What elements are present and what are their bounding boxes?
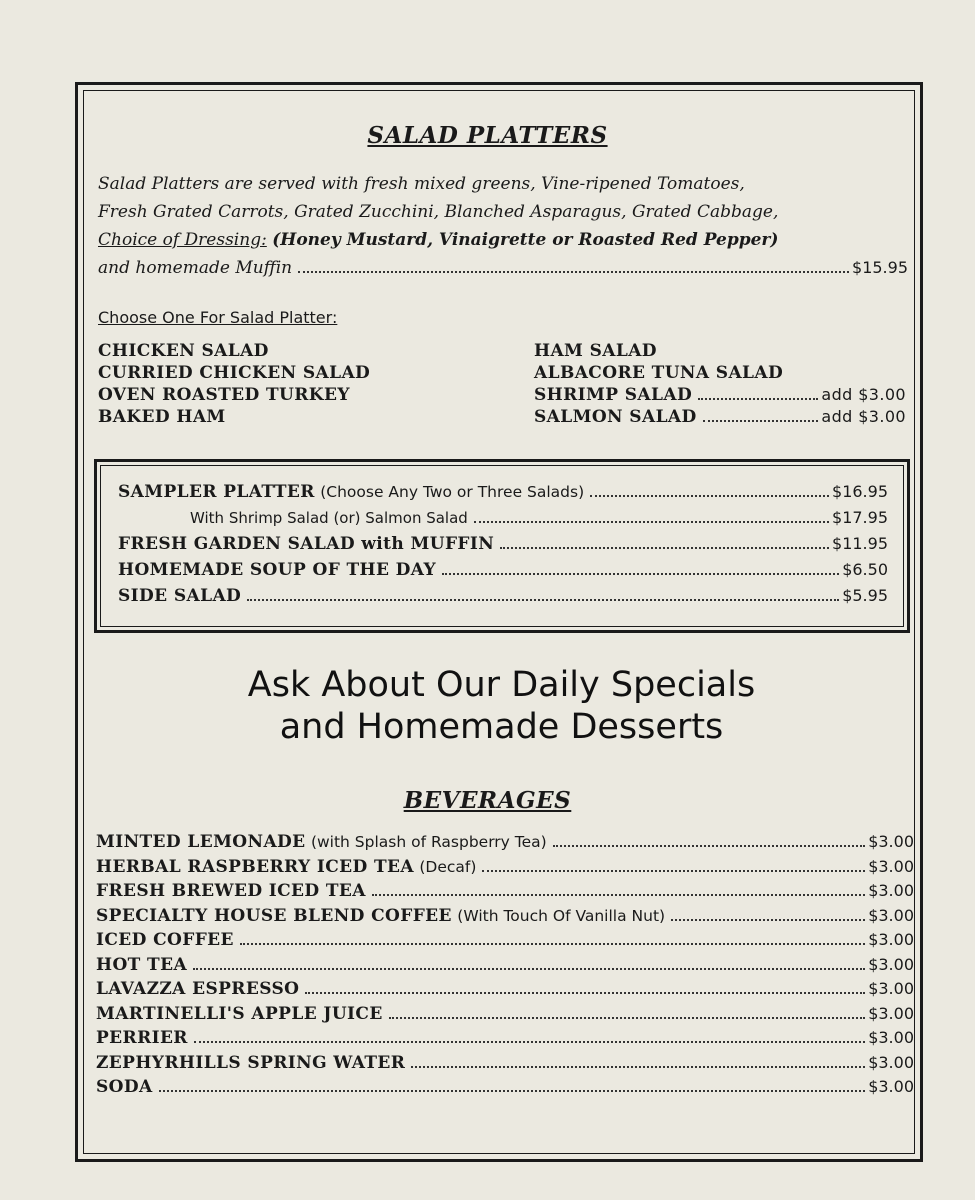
choose-one-label: Choose One For Salad Platter: [98,308,338,327]
leader-dots [442,573,839,575]
leader-dots [389,1017,865,1019]
intro-line: and homemade Muffin [98,258,293,278]
salad-option: SHRIMP SALAD [534,385,693,405]
beverage-row [96,1075,914,1100]
menu-item-row [118,531,888,557]
beverages-list [96,830,914,1100]
specials-line: Ask About Our Daily Specials [247,665,756,705]
leader-dots [553,845,865,847]
beverage-note: (with Splash of Raspberry Tea) [310,833,547,851]
menu-item-price: $16.95 [832,482,888,501]
beverage-name: ICED COFFEE [96,930,234,950]
boxed-items-list [118,479,888,609]
beverage-name: SODA [96,1077,153,1097]
menu-item-note: With Shrimp Salad (or) Salmon Salad [190,509,468,527]
beverage-row [96,1002,914,1027]
beverage-name: HERBAL RASPBERRY ICED TEA [96,856,414,877]
beverage-price: $3.00 [868,1077,914,1096]
menu-item-name: HOMEMADE SOUP OF THE DAY [118,560,437,580]
leader-dots [500,547,829,549]
beverage-note: (Decaf) [419,857,477,876]
beverage-name: SPECIALTY HOUSE BLEND COFFEE [96,905,452,926]
intro-line: Fresh Grated Carrots, Grated Zucchini, Blanched Asparagus, Grated Cabbage, [98,202,779,222]
beverage-price: $3.00 [868,930,914,949]
beverage-price: $3.00 [868,1003,914,1023]
beverage-row [96,953,914,978]
menu-item-row [118,505,888,531]
menu-item-row [118,583,888,609]
specials-line: and Homemade Desserts [279,707,724,747]
menu-item-price: $6.50 [842,560,888,579]
daily-specials-heading [0,664,975,748]
leader-dots [703,420,819,422]
beverage-note: (With Touch Of Vanilla Nut) [457,906,666,925]
salad-options-right [534,340,906,428]
menu-item-price: $17.95 [832,508,888,527]
intro-line: Salad Platters are served with fresh mixed greens, Vine-ripened Tomatoes, [98,174,745,194]
menu-item-name: FRESH GARDEN SALAD with MUFFIN [118,534,495,554]
menu-item-price: $11.95 [832,534,888,553]
menu-item-name: SAMPLER PLATTER [118,482,315,502]
salad-option: OVEN ROASTED TURKEY [98,385,350,405]
beverage-row [96,904,914,929]
leader-dots [247,599,839,601]
beverage-row [96,1026,914,1051]
beverage-price: $3.00 [868,1028,914,1047]
leader-dots [159,1090,866,1092]
beverage-price: $3.00 [868,1052,914,1072]
leader-dots [305,992,865,994]
salad-intro [98,170,908,282]
leader-dots [193,968,865,970]
menu-item-name: SIDE SALAD [118,586,242,606]
beverage-row [96,977,914,1002]
leader-dots [194,1041,865,1043]
salad-option: BAKED HAM [98,407,226,427]
beverage-row [96,928,914,953]
dressing-options: (Honey Mustard, Vinaigrette or Roasted Red Pepper) [272,230,779,250]
beverage-price: $3.00 [868,905,914,925]
salad-option-addon: add $3.00 [821,407,906,426]
beverage-name: PERRIER [96,1028,188,1048]
beverage-name: HOT TEA [96,954,188,975]
beverage-name: ZEPHYRHILLS SPRING WATER [96,1052,406,1073]
salad-option: ALBACORE TUNA SALAD [534,363,784,383]
salad-option: HAM SALAD [534,341,657,361]
beverage-price: $3.00 [868,881,914,900]
beverage-price: $3.00 [868,954,914,974]
leader-dots [482,870,865,872]
leader-dots [411,1066,865,1068]
salad-option-addon: add $3.00 [821,385,906,404]
leader-dots [372,894,865,896]
salad-option: CHICKEN SALAD [98,341,269,361]
beverage-row [96,855,914,880]
leader-dots [240,943,865,945]
menu-item-row [118,557,888,583]
beverage-row [96,879,914,904]
leader-dots [671,919,865,921]
salad-options-left [98,340,498,428]
dressing-label: Choice of Dressing: [98,230,267,250]
leader-dots [474,521,829,523]
salad-option: SALMON SALAD [534,407,697,427]
beverage-row [96,1051,914,1076]
salad-option-row [534,406,906,428]
beverage-row [96,830,914,855]
beverage-price: $3.00 [868,832,914,851]
leader-dots [590,495,829,497]
beverage-price: $3.00 [868,856,914,876]
salad-platter-price: $15.95 [852,258,908,277]
salad-option-row [534,384,906,406]
beverage-name: LAVAZZA ESPRESSO [96,979,300,999]
beverages-title: BEVERAGES [403,787,572,814]
beverage-price: $3.00 [868,979,914,998]
menu-item-row [118,479,888,505]
menu-item-note: (Choose Any Two or Three Salads) [320,483,585,501]
beverage-name: FRESH BREWED ICED TEA [96,881,366,901]
salad-platters-title: SALAD PLATTERS [367,122,608,149]
salad-option: CURRIED CHICKEN SALAD [98,363,371,383]
menu-item-price: $5.95 [842,586,888,605]
beverage-name: MINTED LEMONADE [96,832,306,852]
intro-price-line [98,254,908,282]
beverage-name: MARTINELLI'S APPLE JUICE [96,1003,383,1024]
dressing-line [98,226,908,254]
leader-dots [698,398,818,400]
leader-dots [298,271,849,273]
